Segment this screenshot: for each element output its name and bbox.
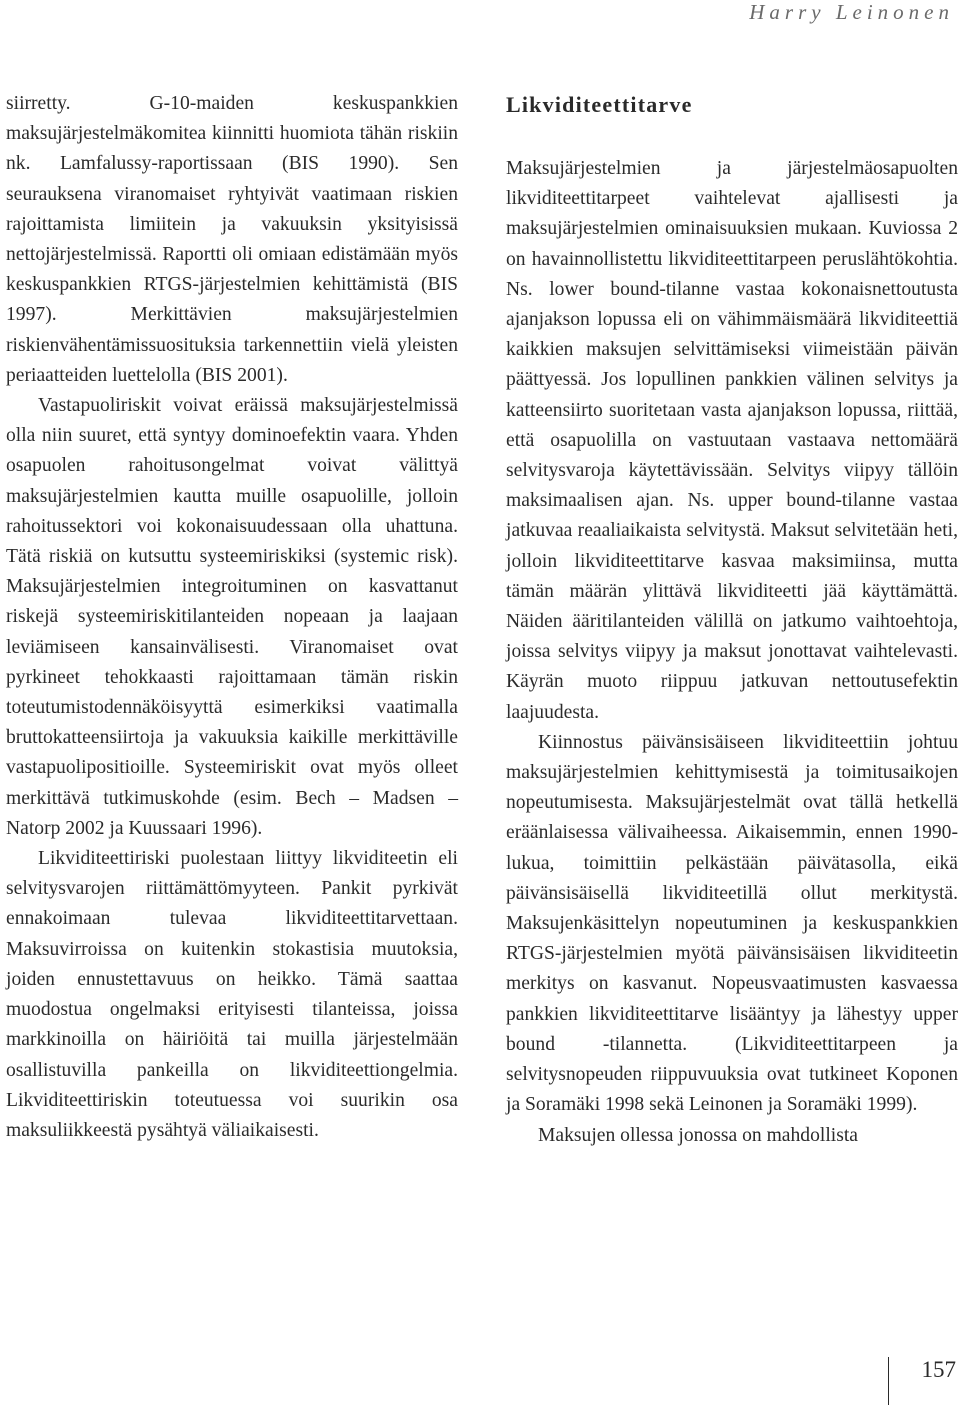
body-paragraph: siirretty. G-10-maiden keskuspankkien maksujärjestelmäkomitea kiinnitti huomiota tähän riskiin nk. Lamfalussy-raportissaan (BIS 1990). Sen seurauksena viranomaiset ryhtyivät vaatimaan riskien rajoittamista limiitein ja vakuuksin yksityisissä nettojärjestelmissä. Raportti oli omiaan edistämään myös keskuspankkien RTGS-järjestelmien kehittämistä (BIS 1997). Merkittävien maksujärjestelmien riskienvähentämissuosituksia tarkennettiin vielä yleisten periaatteiden luettelolla (BIS 2001). bbox=[6, 93, 458, 386]
page-number-rule bbox=[888, 1357, 889, 1405]
left-column bbox=[6, 89, 458, 1146]
body-paragraph: Vastapuoliriskit voivat eräissä maksujärjestelmissä olla niin suuret, että syntyy dominoefektin vaara. Yhden osapuolen rahoitusongelmat voivat välittyä maksujärjestelmien kautta muille osapuolille, jolloin rahoitussektori voi kokonaisuudessaan olla uhattuna. Tätä riskiä on kutsuttu systeemiriskiksi (systemic risk). Maksujärjestelmien integroituminen on kasvattanut riskejä systeemiriskitilanteiden nopeaan ja laajaan leviämiseen kansainvälisesti. Viranomaiset ovat pyrkineet tehokkaasti rajoittamaan tämän riskin toteutumistodennäköisyyttä esimerkiksi vaatimalla bruttokatteensiirtoja ja vakuuksia kaikille merkittäville vastapuolipositioille. Systeemiriskit ovat myös olleet merkittävä tutkimuskohde (esim. Bech – Madsen – Natorp 2002 ja Kuussaari 1996). bbox=[6, 395, 458, 839]
section-heading: Likviditeettitarve bbox=[506, 92, 693, 117]
body-paragraph: Maksujen ollessa jonossa on mahdollista bbox=[538, 1124, 858, 1146]
body-paragraph: Maksujärjestelmien ja järjestelmäosapuolten likviditeettitarpeet vaihtelevat ajallisesti ja maksujärjestelmien ominaisuuksien mukaan. Kuviossa 2 on havainnollistettu likviditeettitarpeen peruslähtökohtia. Ns. lower bound-tilanne vastaa kokonaisnettoutusta ajanjakson lopussa eli on vähimmäismäärä likviditeettiä kaikkien maksujen selvittämiseksi viimeistään päivän päättyessä. Jos lopullinen pankkien välinen selvitys ja katteensiirto suoritetaan vasta ajanjakson lopussa, riittää, että osapuolilla on vastuutaan vastaava nettomäärä selvitysvaroja käytettävissään. Selvitys viipyy tällöin maksimaalisen ajan. Ns. upper bound-tilanne vastaa jatkuvaa reaaliaikaista selvitystä. Maksut selvitetään heti, jolloin likviditeettitarve kasvaa maksimiinsa, mutta tämän määrän ylittävä likviditeetti jää käyttämättä. Näiden ääritilanteiden välillä on jatkumo vaihtoehtoja, joissa selvitys viipyy ja maksut jonottavat vaihtelevasti. Käyrän muoto riippuu jatkuvan nettoutusefektin laajuudesta. bbox=[506, 158, 958, 723]
page-number: 157 bbox=[921, 1357, 956, 1382]
running-head-author: Harry Leinonen bbox=[749, 0, 954, 24]
body-paragraph: Kiinnostus päivänsisäiseen likviditeettiin johtuu maksujärjestelmien kehittymisestä ja toimitusaikojen nopeutumisesta. Maksujärjestelmät ovat tällä hetkellä eräänlaisessa välivaiheessa. Aikaisemmin, ennen 1990-lukua, toimittiin pelkästään päivätasolla, eikä päivänsisäisellä likviditeetillä ollut merkitystä. Maksujenkäsittelyn nopeutuminen ja keskuspankkien RTGS-järjestelmien myötä päivänsisäisen likviditeetin merkitys on kasvanut. Nopeusvaatimusten kasvaessa pankkien likviditeettitarve lisääntyy ja lähestyy upper bound -tilannetta. (Likviditeettitarpeen ja selvitysnopeuden riippuvuuksia ovat tutkineet Koponen ja Soramäki 1998 sekä Leinonen ja Soramäki 1999). bbox=[506, 731, 958, 1116]
body-paragraph: Likviditeettiriski puolestaan liittyy likviditeetin eli selvitysvarojen riittämättömyyteen. Pankit pyrkivät ennakoimaan tulevaa likviditeettitarvettaan. Maksuvirroissa on kuitenkin stokastisia muutoksia, joiden ennustettavuus on heikko. Tämä saattaa muodostua ongelmaksi erityisesti tilanteissa, joissa markkinoilla on häiriöitä tai muilla järjestelmään osallistuvilla pankeilla on likviditeettiongelmia. Likviditeettiriskin toteutuessa voi suurikin osa maksuliikkeestä pysähtyä väliaikaisesti. bbox=[6, 848, 458, 1141]
right-column bbox=[506, 90, 958, 1151]
